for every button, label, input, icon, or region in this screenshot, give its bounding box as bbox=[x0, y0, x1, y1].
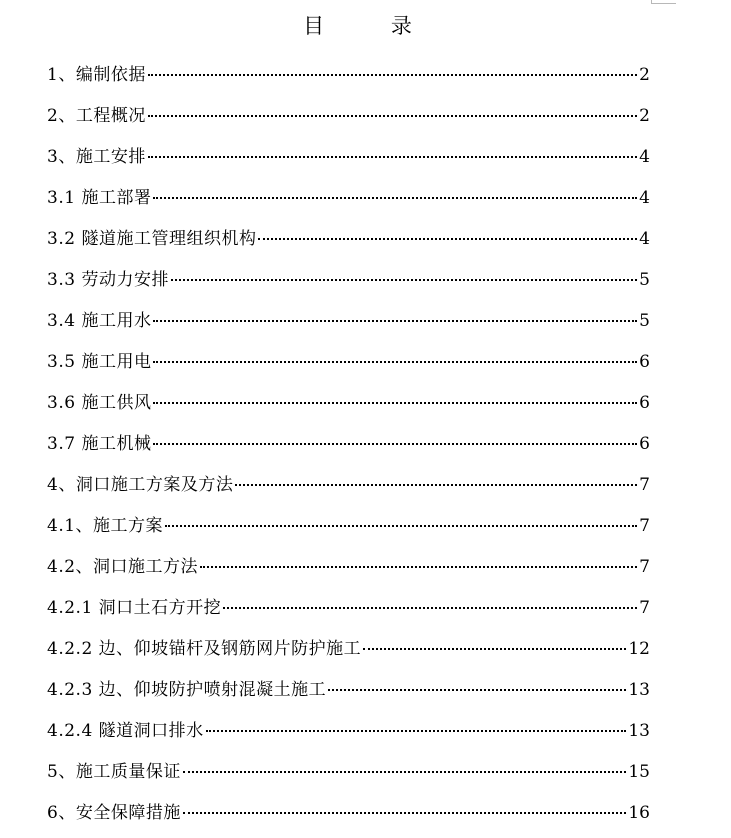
toc-page-number: 12 bbox=[628, 639, 650, 659]
toc-page-number: 7 bbox=[639, 516, 650, 536]
toc-entry[interactable] bbox=[47, 222, 650, 263]
toc-entry-title: 4、洞口施工方案及方法 bbox=[47, 475, 234, 495]
toc-entry[interactable] bbox=[47, 181, 650, 222]
toc-entry[interactable] bbox=[47, 714, 650, 755]
toc-page-number: 13 bbox=[628, 721, 650, 741]
toc-entry-title: 3、施工安排 bbox=[47, 147, 146, 167]
toc-entry-title: 4.2.2 边、仰坡锚杆及钢筋网片防护施工 bbox=[47, 639, 362, 659]
toc-entry[interactable] bbox=[47, 755, 650, 796]
page-corner-mark bbox=[651, 0, 676, 4]
toc-page-number: 4 bbox=[639, 147, 650, 167]
toc-entry-title: 4.1、施工方案 bbox=[47, 516, 164, 536]
toc-page-number: 6 bbox=[639, 393, 650, 413]
toc-page-number: 6 bbox=[639, 434, 650, 454]
toc-page-number: 15 bbox=[628, 762, 650, 782]
toc-dot-leader bbox=[258, 238, 637, 240]
toc-dot-leader bbox=[328, 689, 626, 691]
toc-dot-leader bbox=[165, 525, 637, 527]
toc-entry[interactable] bbox=[47, 140, 650, 181]
toc-entry[interactable] bbox=[47, 509, 650, 550]
toc-dot-leader bbox=[153, 443, 637, 445]
toc-entry[interactable] bbox=[47, 591, 650, 632]
toc-page-number: 7 bbox=[639, 598, 650, 618]
toc-page-number: 4 bbox=[639, 229, 650, 249]
toc-dot-leader bbox=[148, 115, 637, 117]
toc-entry[interactable] bbox=[47, 345, 650, 386]
toc-page-number: 6 bbox=[639, 352, 650, 372]
toc-entry-title: 2、工程概况 bbox=[47, 106, 146, 126]
toc-page-number: 2 bbox=[639, 65, 650, 85]
toc-entry[interactable] bbox=[47, 427, 650, 468]
toc-entry-title: 3.5 施工用电 bbox=[47, 352, 152, 372]
toc-page-number: 13 bbox=[628, 680, 650, 700]
toc-page-number: 7 bbox=[639, 557, 650, 577]
toc-entry-title: 3.7 施工机械 bbox=[47, 434, 152, 454]
toc-dot-leader bbox=[183, 771, 627, 773]
toc-page-number: 16 bbox=[628, 803, 650, 823]
toc-dot-leader bbox=[183, 812, 627, 814]
toc-entry[interactable] bbox=[47, 304, 650, 345]
toc-page-number: 4 bbox=[639, 188, 650, 208]
toc-entry-title: 3.1 施工部署 bbox=[47, 188, 152, 208]
toc-entry-title: 3.3 劳动力安排 bbox=[47, 270, 169, 290]
toc-entry[interactable] bbox=[47, 468, 650, 509]
toc-page-number: 2 bbox=[639, 106, 650, 126]
toc-dot-leader bbox=[153, 361, 637, 363]
toc-entry-title: 6、安全保障措施 bbox=[47, 803, 181, 823]
toc-dot-leader bbox=[148, 156, 637, 158]
toc-entry-title: 5、施工质量保证 bbox=[47, 762, 181, 782]
toc-dot-leader bbox=[153, 402, 637, 404]
toc-entry-title: 3.4 施工用水 bbox=[47, 311, 152, 331]
toc-entry[interactable] bbox=[47, 550, 650, 591]
toc-dot-leader bbox=[223, 607, 637, 609]
toc-dot-leader bbox=[235, 484, 637, 486]
toc-page-number: 5 bbox=[639, 270, 650, 290]
toc-entry-title: 4.2.4 隧道洞口排水 bbox=[47, 721, 204, 741]
toc-entry[interactable] bbox=[47, 99, 650, 140]
toc-dot-leader bbox=[171, 279, 637, 281]
toc-entry[interactable] bbox=[47, 263, 650, 304]
toc-title: 目 录 bbox=[303, 14, 442, 38]
toc-entry[interactable] bbox=[47, 632, 650, 673]
toc-dot-leader bbox=[153, 197, 637, 199]
toc-entry[interactable] bbox=[47, 58, 650, 99]
toc-entry-title: 4.2.3 边、仰坡防护喷射混凝土施工 bbox=[47, 680, 327, 700]
toc-page-number: 5 bbox=[639, 311, 650, 331]
toc-entry-title: 3.2 隧道施工管理组织机构 bbox=[47, 229, 257, 249]
toc-page-number: 7 bbox=[639, 475, 650, 495]
toc-entry-title: 1、编制依据 bbox=[47, 65, 146, 85]
toc-dot-leader bbox=[200, 566, 637, 568]
toc-dot-leader bbox=[153, 320, 637, 322]
toc-entry[interactable] bbox=[47, 796, 650, 837]
toc-dot-leader bbox=[363, 648, 626, 650]
toc-entry[interactable] bbox=[47, 673, 650, 714]
toc-dot-leader bbox=[206, 730, 627, 732]
toc-entry-title: 3.6 施工供风 bbox=[47, 393, 152, 413]
toc-dot-leader bbox=[148, 74, 637, 76]
table-of-contents bbox=[47, 58, 650, 837]
toc-entry[interactable] bbox=[47, 386, 650, 427]
toc-entry-title: 4.2、洞口施工方法 bbox=[47, 557, 199, 577]
toc-entry-title: 4.2.1 洞口土石方开挖 bbox=[47, 598, 222, 618]
